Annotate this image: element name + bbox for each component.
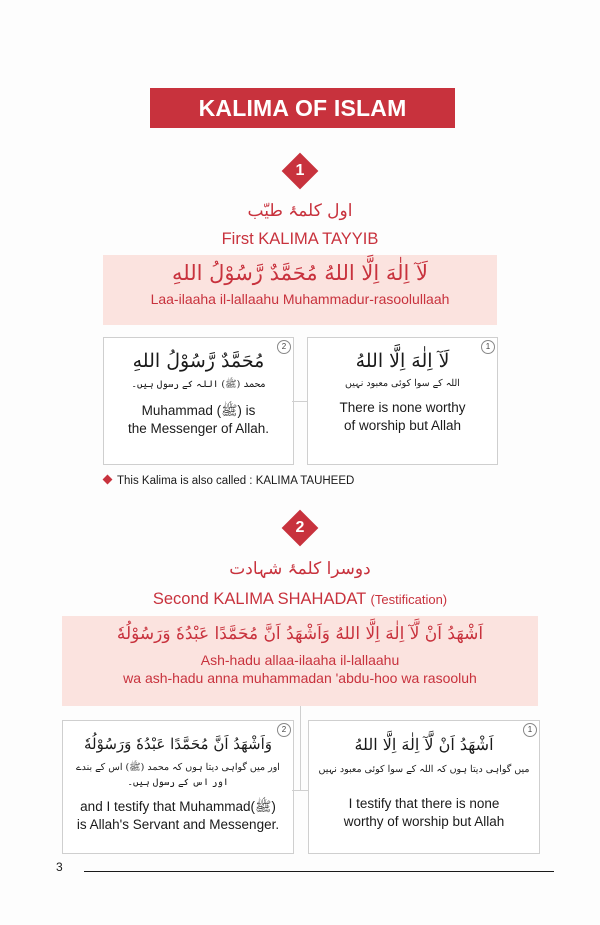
kalima1-part2-arabic: مُحَمَّدٌ رَّسُوْلُ اللهِ: [132, 350, 265, 372]
part-number-2-icon: 2: [277, 340, 291, 354]
box-connector-vertical: [300, 706, 301, 790]
kalima2-part2-arabic: وَاَشْهَدُ اَنَّ مُحَمَّدًا عَبْدُهٗ وَرَسُوْلُهٗ: [83, 735, 273, 753]
footer-rule: [84, 871, 554, 872]
page-title: KALIMA OF ISLAM: [150, 88, 455, 128]
badge-number-1: 1: [295, 162, 305, 179]
kalima1-part2-english-2: the Messenger of Allah.: [127, 421, 270, 436]
kalima1-highlight-block: [103, 255, 497, 325]
kalima1-part1-urdu: اللہ کے سوا کوئی معبود نہیں: [345, 378, 460, 389]
kalima2-urdu-heading: دوسرا کلمۂ شہادت: [229, 559, 371, 579]
kalima1-part2-box: [103, 337, 294, 465]
kalima2-arabic: اَشْهَدُ اَنْ لَّآ اِلٰهَ اِلَّا اللهُ وَاَشْهَدُ اَنَّ مُحَمَّدًا عَبْدُهٗ وَرَسُوْلُهٗ: [116, 624, 484, 644]
kalima2-part1-english-1: I testify that there is none: [348, 796, 500, 811]
kalima1-note: [104, 475, 354, 487]
kalima2-part2-box: [62, 720, 294, 854]
kalima2-english-heading: [0, 590, 600, 609]
kalima2-part2-urdu-1: اور میں گواہی دیتا ہوں کہ محمد (ﷺ) اس کے بندے: [76, 762, 280, 773]
kalima2-english-heading-suffix: (Testification): [370, 592, 448, 607]
kalima1-urdu-heading: اول کلمۂ طیّب: [247, 201, 353, 221]
kalima1-english-heading: First KALIMA TAYYIB: [221, 230, 379, 248]
kalima2-part1-urdu: میں گواہی دیتا ہوں کہ اللہ کے سوا کوئی معبود نہیں: [318, 764, 530, 775]
kalima2-part1-arabic: اَشْهَدُ اَنْ لَّآ اِلٰهَ اِلَّا اللهُ: [354, 735, 494, 754]
kalima1-part2-english-1: Muhammad (ﷺ) is: [141, 403, 256, 418]
kalima2-part2-urdu-2: اور اس کے رسول ہیں۔: [127, 777, 229, 788]
box-connector: [292, 401, 307, 402]
box-connector: [292, 790, 308, 791]
kalima1-part2-urdu: محمد (ﷺ) اللہ کے رسول ہیں۔: [131, 379, 266, 390]
kalima1-part1-box: [307, 337, 498, 465]
part-number-1-icon: 1: [481, 340, 495, 354]
kalima1-note-text: This Kalima is also called : KALIMA TAUHEED: [117, 475, 355, 487]
kalima2-part2-english-1: and I testify that Muhammad(ﷺ): [80, 799, 276, 814]
kalima1-transliteration: Laa-ilaaha il-lallaahu Muhammadur-rasoolullaah: [150, 291, 450, 307]
part-number-2-icon: 2: [277, 723, 291, 737]
kalima2-part1-box: [308, 720, 540, 854]
kalima2-part1-english-2: worthy of worship but Allah: [343, 814, 505, 829]
bullet-diamond-icon: [103, 475, 113, 485]
kalima1-part1-english-1: There is none worthy: [339, 400, 466, 415]
kalima1-part1-arabic: لَآ اِلٰهَ اِلَّا اللهُ: [355, 350, 450, 372]
page-number: 3: [56, 860, 63, 874]
kalima2-transliteration-1: Ash-hadu allaa-ilaaha il-lallaahu: [200, 652, 400, 668]
kalima2-english-heading-main: Second KALIMA SHAHADAT: [152, 590, 366, 608]
badge-number-2: 2: [295, 519, 305, 536]
kalima2-highlight-block: [62, 616, 538, 706]
kalima2-part2-english-2: is Allah's Servant and Messenger.: [76, 817, 280, 832]
kalima2-transliteration-2: wa ash-hadu anna muhammadan 'abdu-hoo wa rasooluh: [123, 670, 477, 686]
kalima1-part1-english-2: of worship but Allah: [343, 418, 462, 433]
kalima1-arabic: لَآ اِلٰهَ اِلَّا اللهُ مُحَمَّدٌ رَّسُوْلُ اللهِ: [171, 261, 429, 285]
part-number-1-icon: 1: [523, 723, 537, 737]
